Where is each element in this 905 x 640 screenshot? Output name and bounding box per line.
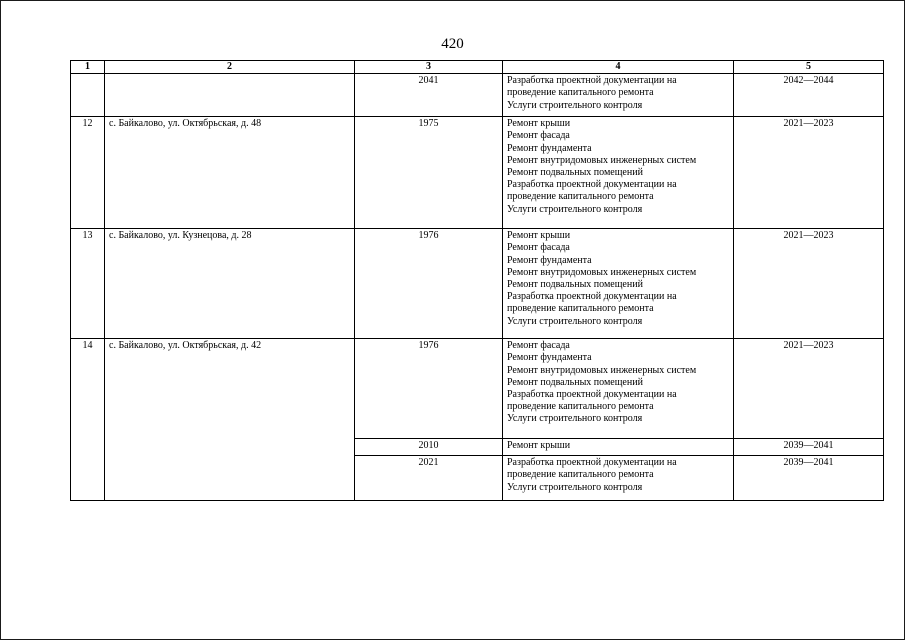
header-col-1: 1	[71, 61, 105, 74]
table-row	[71, 229, 884, 339]
table-row	[71, 117, 884, 229]
row-number-cell: 13	[71, 229, 105, 339]
work-item: Разработка проектной документации на	[507, 75, 677, 87]
address-cell	[105, 74, 355, 117]
work-item: Ремонт фундамента	[507, 142, 592, 154]
work-item: Услуги строительного контроля	[507, 99, 643, 111]
work-item: Ремонт внутридомовых инженерных систем	[507, 154, 697, 166]
work-item: Разработка проектной документации на	[507, 291, 677, 303]
header-row	[71, 61, 884, 74]
period-cell: 2021—2023	[734, 117, 884, 229]
table-body	[71, 74, 884, 501]
work-item: Ремонт внутридомовых инженерных систем	[507, 266, 697, 278]
works-cell	[503, 117, 734, 229]
works-cell	[503, 439, 734, 456]
header-col-5: 5	[734, 61, 884, 74]
work-item: Разработка проектной документации на	[507, 389, 677, 401]
header-col-3: 3	[355, 61, 503, 74]
works-cell	[503, 339, 734, 439]
table-header	[71, 61, 884, 74]
period-cell: 2039—2041	[734, 456, 884, 501]
table-row	[71, 339, 884, 439]
year-cell: 1976	[355, 339, 503, 439]
repair-schedule-table	[70, 60, 884, 501]
work-item: Ремонт фундамента	[507, 352, 592, 364]
work-item: проведение капитального ремонта	[507, 401, 654, 413]
row-number-cell: 12	[71, 117, 105, 229]
work-item: проведение капитального ремонта	[507, 303, 654, 315]
work-item: Ремонт фасада	[507, 242, 570, 254]
work-item: Разработка проектной документации на	[507, 457, 677, 469]
work-item: проведение капитального ремонта	[507, 87, 654, 99]
work-item: Разработка проектной документации на	[507, 179, 677, 191]
year-cell: 2021	[355, 456, 503, 501]
address-cell: с. Байкалово, ул. Октябрьская, д. 48	[105, 117, 355, 229]
works-cell	[503, 229, 734, 339]
work-item: Услуги строительного контроля	[507, 203, 643, 215]
address-cell: с. Байкалово, ул. Кузнецова, д. 28	[105, 229, 355, 339]
work-item: Ремонт подвальных помещений	[507, 167, 643, 179]
period-cell: 2042—2044	[734, 74, 884, 117]
year-cell: 2041	[355, 74, 503, 117]
period-cell: 2021—2023	[734, 339, 884, 439]
year-cell: 1976	[355, 229, 503, 339]
address-cell: с. Байкалово, ул. Октябрьская, д. 42	[105, 339, 355, 501]
work-item: Ремонт внутридомовых инженерных систем	[507, 364, 697, 376]
work-item: Ремонт подвальных помещений	[507, 279, 643, 291]
table-row	[71, 74, 884, 117]
header-col-4: 4	[503, 61, 734, 74]
work-item: Услуги строительного контроля	[507, 315, 643, 327]
work-item: Ремонт фундамента	[507, 254, 592, 266]
work-item: Услуги строительного контроля	[507, 481, 643, 493]
work-item: Ремонт крыши	[507, 118, 571, 130]
row-number-cell	[71, 74, 105, 117]
row-number-cell: 14	[71, 339, 105, 501]
year-cell: 1975	[355, 117, 503, 229]
work-item: Ремонт фасада	[507, 340, 570, 352]
work-item: проведение капитального ремонта	[507, 469, 654, 481]
year-cell: 2010	[355, 439, 503, 456]
work-item: Ремонт крыши	[507, 230, 571, 242]
period-cell: 2039—2041	[734, 439, 884, 456]
works-cell	[503, 456, 734, 501]
work-item: Ремонт подвальных помещений	[507, 376, 643, 388]
work-item: Ремонт крыши	[507, 440, 571, 452]
header-col-2: 2	[105, 61, 355, 74]
work-item: Ремонт фасада	[507, 130, 570, 142]
work-item: проведение капитального ремонта	[507, 191, 654, 203]
page-number: 420	[441, 36, 464, 52]
period-cell: 2021—2023	[734, 229, 884, 339]
work-item: Услуги строительного контроля	[507, 413, 643, 425]
works-cell	[503, 74, 734, 117]
